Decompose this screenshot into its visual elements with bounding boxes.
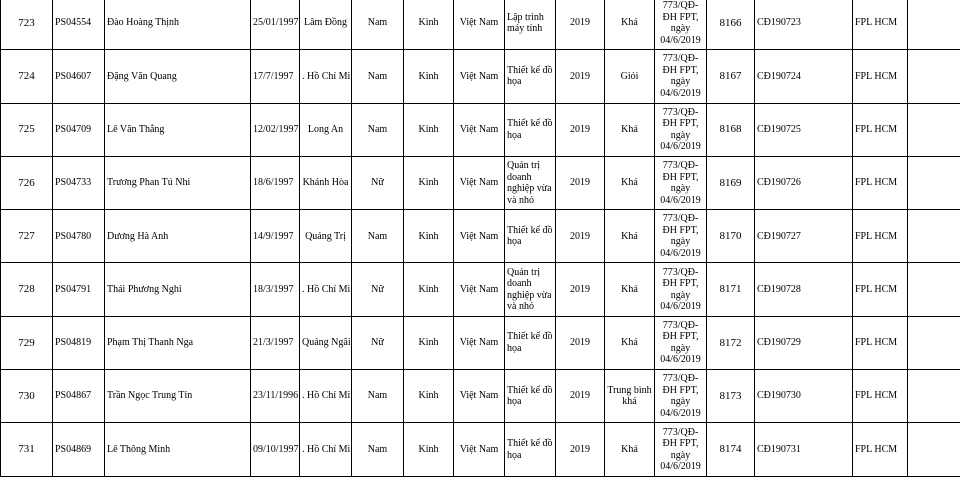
table-row <box>1 0 960 50</box>
cell-birth-place: . Hồ Chí Mi <box>300 50 352 103</box>
cell-certificate-number: CĐ190729 <box>755 316 853 369</box>
cell-index: 726 <box>1 156 53 209</box>
cell-graduation-year: 2019 <box>556 423 605 476</box>
table-row <box>1 423 960 476</box>
cell-classification: Khá <box>605 423 655 476</box>
cell-full-name: Trần Ngọc Trung Tín <box>105 370 251 423</box>
cell-empty <box>908 50 960 103</box>
cell-classification: Trung bình khá <box>605 370 655 423</box>
cell-empty <box>908 0 960 50</box>
cell-birth-date: 12/02/1997 <box>251 103 300 156</box>
cell-classification: Khá <box>605 103 655 156</box>
cell-nationality: Việt Nam <box>454 103 505 156</box>
cell-campus: FPL HCM <box>853 103 908 156</box>
cell-graduation-year: 2019 <box>556 210 605 263</box>
cell-certificate-number: CĐ190728 <box>755 263 853 316</box>
cell-empty <box>908 263 960 316</box>
cell-index: 731 <box>1 423 53 476</box>
cell-campus: FPL HCM <box>853 263 908 316</box>
cell-birth-place: . Hồ Chí Mi <box>300 263 352 316</box>
cell-full-name: Đào Hoàng Thịnh <box>105 0 251 50</box>
cell-nationality: Việt Nam <box>454 156 505 209</box>
cell-full-name: Đặng Văn Quang <box>105 50 251 103</box>
cell-index: 723 <box>1 0 53 50</box>
cell-student-code: PS04869 <box>53 423 105 476</box>
cell-full-name: Lê Văn Thắng <box>105 103 251 156</box>
cell-student-code: PS04780 <box>53 210 105 263</box>
cell-major: Thiết kế đồ họa <box>505 103 556 156</box>
cell-index: 724 <box>1 50 53 103</box>
table-row <box>1 263 960 316</box>
cell-birth-date: 18/6/1997 <box>251 156 300 209</box>
cell-certificate-number: CĐ190726 <box>755 156 853 209</box>
cell-birth-place: Quảng Trị <box>300 210 352 263</box>
cell-birth-date: 09/10/1997 <box>251 423 300 476</box>
cell-birth-date: 17/7/1997 <box>251 50 300 103</box>
cell-empty <box>908 210 960 263</box>
cell-graduation-year: 2019 <box>556 316 605 369</box>
cell-serial-number: 8170 <box>707 210 755 263</box>
cell-certificate-number: CĐ190724 <box>755 50 853 103</box>
cell-birth-date: 23/11/1996 <box>251 370 300 423</box>
cell-gender: Nam <box>352 370 404 423</box>
cell-empty <box>908 156 960 209</box>
cell-certificate-number: CĐ190727 <box>755 210 853 263</box>
cell-certificate-number: CĐ190723 <box>755 0 853 50</box>
cell-decision: 773/QĐ-ĐH FPT, ngày 04/6/2019 <box>655 263 707 316</box>
cell-decision: 773/QĐ-ĐH FPT, ngày 04/6/2019 <box>655 370 707 423</box>
cell-decision: 773/QĐ-ĐH FPT, ngày 04/6/2019 <box>655 316 707 369</box>
cell-graduation-year: 2019 <box>556 0 605 50</box>
cell-campus: FPL HCM <box>853 50 908 103</box>
cell-decision: 773/QĐ-ĐH FPT, ngày 04/6/2019 <box>655 156 707 209</box>
cell-birth-date: 21/3/1997 <box>251 316 300 369</box>
cell-index: 727 <box>1 210 53 263</box>
cell-serial-number: 8169 <box>707 156 755 209</box>
cell-ethnicity: Kinh <box>404 210 454 263</box>
cell-ethnicity: Kinh <box>404 103 454 156</box>
cell-campus: FPL HCM <box>853 156 908 209</box>
cell-ethnicity: Kinh <box>404 316 454 369</box>
cell-birth-date: 14/9/1997 <box>251 210 300 263</box>
cell-gender: Nam <box>352 103 404 156</box>
cell-nationality: Việt Nam <box>454 263 505 316</box>
cell-serial-number: 8167 <box>707 50 755 103</box>
cell-certificate-number: CĐ190725 <box>755 103 853 156</box>
cell-major: Thiết kế đồ họa <box>505 370 556 423</box>
cell-nationality: Việt Nam <box>454 0 505 50</box>
table-body <box>1 0 960 476</box>
cell-decision: 773/QĐ-ĐH FPT, ngày 04/6/2019 <box>655 0 707 50</box>
cell-empty <box>908 370 960 423</box>
cell-campus: FPL HCM <box>853 423 908 476</box>
cell-serial-number: 8174 <box>707 423 755 476</box>
cell-gender: Nữ <box>352 316 404 369</box>
cell-full-name: Trương Phan Tú Nhi <box>105 156 251 209</box>
cell-certificate-number: CĐ190731 <box>755 423 853 476</box>
cell-nationality: Việt Nam <box>454 423 505 476</box>
cell-campus: FPL HCM <box>853 0 908 50</box>
cell-campus: FPL HCM <box>853 316 908 369</box>
cell-student-code: PS04791 <box>53 263 105 316</box>
cell-birth-place: . Hồ Chí Mi <box>300 423 352 476</box>
cell-campus: FPL HCM <box>853 370 908 423</box>
cell-student-code: PS04867 <box>53 370 105 423</box>
cell-ethnicity: Kinh <box>404 370 454 423</box>
cell-gender: Nữ <box>352 156 404 209</box>
cell-gender: Nam <box>352 50 404 103</box>
cell-decision: 773/QĐ-ĐH FPT, ngày 04/6/2019 <box>655 50 707 103</box>
cell-birth-place: Lâm Đồng <box>300 0 352 50</box>
cell-major: Thiết kế đồ họa <box>505 210 556 263</box>
cell-gender: Nữ <box>352 263 404 316</box>
table-row <box>1 316 960 369</box>
cell-empty <box>908 316 960 369</box>
cell-empty <box>908 103 960 156</box>
cell-serial-number: 8168 <box>707 103 755 156</box>
cell-serial-number: 8172 <box>707 316 755 369</box>
cell-index: 728 <box>1 263 53 316</box>
cell-birth-date: 25/01/1997 <box>251 0 300 50</box>
cell-certificate-number: CĐ190730 <box>755 370 853 423</box>
cell-student-code: PS04819 <box>53 316 105 369</box>
table-row <box>1 156 960 209</box>
cell-birth-place: Quảng Ngãi <box>300 316 352 369</box>
cell-ethnicity: Kinh <box>404 0 454 50</box>
cell-birth-date: 18/3/1997 <box>251 263 300 316</box>
table-row <box>1 210 960 263</box>
cell-classification: Khá <box>605 316 655 369</box>
cell-student-code: PS04709 <box>53 103 105 156</box>
cell-nationality: Việt Nam <box>454 370 505 423</box>
cell-classification: Khá <box>605 210 655 263</box>
cell-full-name: Thái Phương Nghi <box>105 263 251 316</box>
cell-nationality: Việt Nam <box>454 210 505 263</box>
cell-empty <box>908 423 960 476</box>
cell-serial-number: 8171 <box>707 263 755 316</box>
cell-major: Thiết kế đồ họa <box>505 50 556 103</box>
cell-graduation-year: 2019 <box>556 370 605 423</box>
cell-major: Thiết kế đồ họa <box>505 316 556 369</box>
cell-campus: FPL HCM <box>853 210 908 263</box>
cell-student-code: PS04733 <box>53 156 105 209</box>
cell-index: 725 <box>1 103 53 156</box>
cell-birth-place: Khánh Hòa <box>300 156 352 209</box>
cell-ethnicity: Kinh <box>404 423 454 476</box>
cell-ethnicity: Kinh <box>404 50 454 103</box>
cell-ethnicity: Kinh <box>404 263 454 316</box>
cell-graduation-year: 2019 <box>556 156 605 209</box>
cell-classification: Khá <box>605 263 655 316</box>
table-row <box>1 50 960 103</box>
cell-graduation-year: 2019 <box>556 50 605 103</box>
cell-decision: 773/QĐ-ĐH FPT, ngày 04/6/2019 <box>655 210 707 263</box>
cell-serial-number: 8166 <box>707 0 755 50</box>
cell-major: Lập trình máy tính <box>505 0 556 50</box>
cell-nationality: Việt Nam <box>454 50 505 103</box>
cell-full-name: Phạm Thị Thanh Nga <box>105 316 251 369</box>
cell-index: 729 <box>1 316 53 369</box>
table-row <box>1 370 960 423</box>
cell-major: Thiết kế đồ họa <box>505 423 556 476</box>
cell-gender: Nam <box>352 0 404 50</box>
cell-full-name: Lê Thông Minh <box>105 423 251 476</box>
cell-birth-place: Long An <box>300 103 352 156</box>
cell-major: Quản trị doanh nghiệp vừa và nhỏ <box>505 156 556 209</box>
cell-decision: 773/QĐ-ĐH FPT, ngày 04/6/2019 <box>655 423 707 476</box>
cell-ethnicity: Kinh <box>404 156 454 209</box>
cell-graduation-year: 2019 <box>556 103 605 156</box>
cell-classification: Giỏi <box>605 50 655 103</box>
cell-decision: 773/QĐ-ĐH FPT, ngày 04/6/2019 <box>655 103 707 156</box>
cell-full-name: Dương Hà Anh <box>105 210 251 263</box>
cell-serial-number: 8173 <box>707 370 755 423</box>
cell-classification: Khá <box>605 156 655 209</box>
cell-major: Quản trị doanh nghiệp vừa và nhỏ <box>505 263 556 316</box>
cell-gender: Nam <box>352 210 404 263</box>
cell-gender: Nam <box>352 423 404 476</box>
cell-graduation-year: 2019 <box>556 263 605 316</box>
cell-classification: Khá <box>605 0 655 50</box>
cell-index: 730 <box>1 370 53 423</box>
cell-birth-place: . Hồ Chí Mi <box>300 370 352 423</box>
table-row <box>1 103 960 156</box>
cell-student-code: PS04554 <box>53 0 105 50</box>
cell-student-code: PS04607 <box>53 50 105 103</box>
cell-nationality: Việt Nam <box>454 316 505 369</box>
